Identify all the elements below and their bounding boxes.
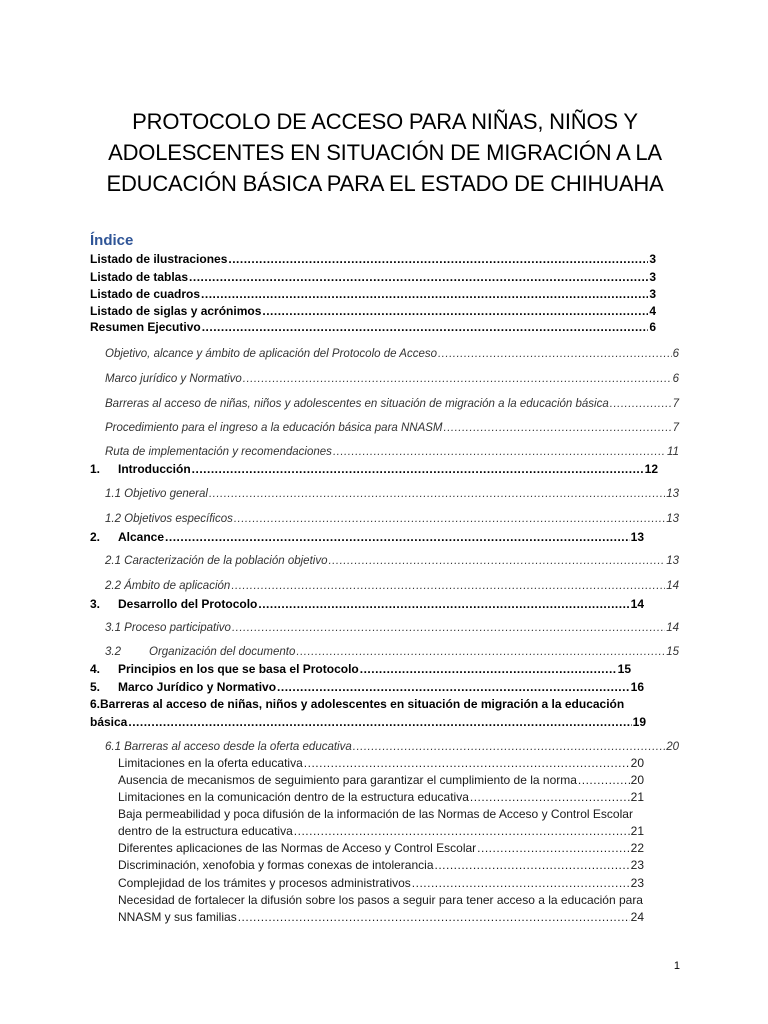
toc-entry[interactable] bbox=[105, 740, 679, 755]
toc-leader bbox=[192, 462, 644, 477]
toc-entry-label: Desarrollo del Protocolo bbox=[118, 597, 258, 611]
toc-leader bbox=[578, 773, 630, 788]
toc-entry-label: 1.2 Objetivos específicos bbox=[105, 513, 233, 525]
toc-entry-label: Necesidad de fortalecer la difusión sobre los pasos a seguir para tener acceso a la educación para bbox=[118, 893, 643, 907]
title-line: ADOLESCENTES EN SITUACIÓN DE MIGRACIÓN A LA bbox=[108, 140, 662, 165]
toc-entry[interactable] bbox=[105, 512, 679, 527]
toc-entry-page: 21 bbox=[630, 790, 644, 804]
toc-entry-page: 20 bbox=[630, 756, 644, 770]
toc-entry-label: Limitaciones en la oferta educativa bbox=[118, 756, 303, 770]
toc-entry-label: Resumen Ejecutivo bbox=[90, 320, 201, 334]
toc-entry[interactable] bbox=[118, 910, 644, 925]
toc-entry[interactable] bbox=[118, 756, 644, 771]
toc-entry[interactable] bbox=[90, 287, 656, 302]
toc-entry-page: 21 bbox=[630, 824, 644, 838]
toc-entry-page: 23 bbox=[630, 876, 644, 890]
title-line: EDUCACIÓN BÁSICA PARA EL ESTADO DE CHIHUAHA bbox=[106, 171, 664, 196]
toc-entry-page: 24 bbox=[630, 910, 644, 924]
toc-entry-page: 3 bbox=[649, 252, 656, 266]
toc-entry-label: Barreras al acceso de niñas, niños y adolescentes en situación de migración a la educación básica bbox=[105, 398, 609, 410]
toc-entry-label: Discriminación, xenofobia y formas conexas de intolerancia bbox=[118, 858, 434, 872]
toc-leader bbox=[201, 287, 648, 302]
toc-entry[interactable] bbox=[90, 320, 656, 335]
toc-entry-label-continued: dentro de la estructura educativa bbox=[118, 824, 293, 838]
toc-entry[interactable] bbox=[90, 715, 646, 730]
toc-leader bbox=[238, 910, 630, 925]
toc-entry-label: Complejidad de los trámites y procesos administrativos bbox=[118, 876, 411, 890]
toc-entry-first-line[interactable] bbox=[90, 697, 624, 712]
toc-entry-label: 6.1 Barreras al acceso desde la oferta educativa bbox=[105, 741, 352, 753]
toc-entry-number: 4. bbox=[90, 662, 101, 676]
toc-entry-label: Listado de cuadros bbox=[90, 287, 201, 301]
toc-entry-page: 15 bbox=[617, 662, 631, 676]
toc-leader bbox=[470, 790, 630, 805]
page-number: 1 bbox=[673, 960, 680, 972]
toc-entry-page: 16 bbox=[630, 680, 644, 694]
toc-leader bbox=[262, 304, 648, 319]
toc-entry[interactable] bbox=[118, 841, 644, 856]
toc-leader bbox=[328, 554, 665, 569]
toc-entry-page: 3 bbox=[649, 270, 656, 284]
toc-entry-label: Principios en los que se basa el Protocolo bbox=[118, 662, 359, 676]
toc-entry[interactable] bbox=[90, 270, 656, 285]
toc-leader bbox=[438, 347, 672, 362]
toc-entry-page: 3 bbox=[649, 287, 656, 301]
toc-entry-page: 22 bbox=[630, 841, 644, 855]
toc-entry-page: 4 bbox=[649, 304, 656, 318]
toc-entry-label: Listado de siglas y acrónimos bbox=[90, 304, 262, 318]
toc-leader bbox=[258, 597, 629, 612]
toc-entry-page: 19 bbox=[632, 715, 646, 729]
toc-entry-label-continued: NNASM y sus familias bbox=[118, 910, 237, 924]
toc-entry-label: Objetivo, alcance y ámbito de aplicación del Protocolo de Acceso bbox=[105, 348, 437, 360]
toc-entry-page: 13 bbox=[666, 513, 679, 525]
toc-leader bbox=[333, 445, 666, 460]
toc-entry-page: 6 bbox=[649, 320, 656, 334]
toc-entry-label: Ausencia de mecanismos de seguimiento para garantizar el cumplimiento de la norma bbox=[118, 773, 577, 787]
toc-entry[interactable] bbox=[118, 876, 644, 891]
toc-leader bbox=[304, 756, 630, 771]
toc-entry-label: 1.1 Objetivo general bbox=[105, 488, 208, 500]
toc-entry-label: Marco Jurídico y Normativo bbox=[118, 680, 277, 694]
toc-entry-label: Organización del documento bbox=[149, 646, 296, 658]
toc-entry[interactable] bbox=[105, 421, 679, 436]
toc-entry-label: Diferentes aplicaciones de las Normas de Acceso y Control Escolar bbox=[118, 841, 477, 855]
toc-entry[interactable] bbox=[105, 554, 679, 569]
toc-entry[interactable] bbox=[118, 858, 644, 873]
toc-leader bbox=[228, 252, 648, 267]
title-line: PROTOCOLO DE ACCESO PARA NIÑAS, NIÑOS Y bbox=[132, 109, 638, 134]
toc-leader bbox=[234, 512, 665, 527]
toc-entry-page: 12 bbox=[644, 462, 658, 476]
toc-entry-label: 2.1 Caracterización de la población objetivo bbox=[105, 555, 328, 567]
toc-entry-label: Limitaciones en la comunicación dentro de la estructura educativa bbox=[118, 790, 469, 804]
toc-entry[interactable] bbox=[90, 462, 658, 477]
toc-entry-label: Procedimiento para el ingreso a la educación básica para NNASM bbox=[105, 422, 443, 434]
toc-entry-label: Ruta de implementación y recomendaciones bbox=[105, 446, 332, 458]
toc-entry-page: 11 bbox=[667, 446, 679, 458]
toc-entry-page: 13 bbox=[666, 555, 679, 567]
toc-entry-page: 14 bbox=[666, 622, 679, 634]
toc-entry-number: 6. bbox=[90, 697, 101, 711]
toc-entry-label-continued: básica bbox=[90, 715, 128, 729]
toc-entry-label: Baja permeabilidad y poca difusión de la información de las Normas de Acceso y Control Escolar bbox=[118, 807, 633, 821]
toc-entry[interactable] bbox=[118, 824, 644, 839]
toc-entry-label: Barreras al acceso de niñas, niños y adolescentes en situación de migración a la educación bbox=[100, 697, 625, 711]
toc-entry[interactable] bbox=[105, 645, 679, 660]
toc-entry-label: Alcance bbox=[118, 530, 165, 544]
toc-leader bbox=[353, 740, 665, 755]
toc-entry[interactable] bbox=[90, 304, 656, 319]
toc-entry-label: 2.2 Ámbito de aplicación bbox=[105, 580, 231, 592]
toc-entry-page: 7 bbox=[672, 422, 679, 434]
toc-entry[interactable] bbox=[105, 445, 679, 460]
toc-entry[interactable] bbox=[105, 579, 679, 594]
index-heading: Índice bbox=[90, 232, 134, 249]
toc-entry-page: 6 bbox=[672, 373, 679, 385]
toc-leader bbox=[294, 824, 630, 839]
toc-entry-page: 23 bbox=[630, 858, 644, 872]
toc-entry[interactable] bbox=[118, 790, 644, 805]
toc-entry-page: 13 bbox=[666, 488, 679, 500]
toc-entry-page: 15 bbox=[666, 646, 679, 658]
toc-leader bbox=[232, 621, 665, 636]
toc-leader bbox=[444, 421, 672, 436]
toc-entry[interactable] bbox=[105, 621, 679, 636]
toc-entry[interactable] bbox=[105, 372, 679, 387]
toc-entry-page: 20 bbox=[630, 773, 644, 787]
toc-entry-number: 3. bbox=[90, 597, 101, 611]
toc-leader bbox=[209, 487, 665, 502]
toc-entry[interactable] bbox=[90, 662, 631, 677]
toc-entry[interactable] bbox=[105, 347, 679, 362]
toc-entry-page: 20 bbox=[666, 741, 679, 753]
toc-entry-number: 3.2 bbox=[105, 646, 121, 658]
toc-leader bbox=[360, 662, 617, 677]
toc-entry[interactable] bbox=[105, 397, 679, 412]
toc-entry-number: 2. bbox=[90, 530, 101, 544]
toc-leader bbox=[231, 579, 665, 594]
toc-entry-label: Marco jurídico y Normativo bbox=[105, 373, 242, 385]
toc-entry-first-line[interactable] bbox=[118, 807, 633, 822]
toc-entry[interactable] bbox=[90, 530, 644, 545]
toc-entry-number: 5. bbox=[90, 680, 101, 694]
toc-entry-page: 14 bbox=[666, 580, 679, 592]
toc-entry-label: Listado de ilustraciones bbox=[90, 252, 228, 266]
toc-leader bbox=[477, 841, 629, 856]
toc-entry-page: 14 bbox=[630, 597, 644, 611]
toc-entry[interactable] bbox=[90, 252, 656, 267]
toc-leader bbox=[610, 397, 672, 412]
toc-leader bbox=[435, 858, 630, 873]
toc-entry-number: 1. bbox=[90, 462, 101, 476]
toc-entry[interactable] bbox=[90, 680, 644, 695]
toc-leader bbox=[189, 270, 648, 285]
toc-entry-first-line[interactable] bbox=[118, 893, 643, 908]
toc-entry[interactable] bbox=[90, 597, 644, 612]
toc-leader bbox=[243, 372, 672, 387]
toc-leader bbox=[202, 320, 649, 335]
toc-leader bbox=[412, 876, 630, 891]
toc-entry-page: 13 bbox=[630, 530, 644, 544]
toc-entry-label: Listado de tablas bbox=[90, 270, 189, 284]
toc-entry-page: 6 bbox=[672, 348, 679, 360]
toc-leader bbox=[128, 715, 631, 730]
toc-entry-page: 7 bbox=[672, 398, 679, 410]
toc-leader bbox=[165, 530, 630, 545]
toc-entry[interactable] bbox=[118, 773, 644, 788]
toc-entry-label: 3.1 Proceso participativo bbox=[105, 622, 231, 634]
toc-entry[interactable] bbox=[105, 487, 679, 502]
toc-leader bbox=[296, 645, 665, 660]
toc-leader bbox=[277, 680, 630, 695]
toc-entry-label: Introducción bbox=[118, 462, 191, 476]
